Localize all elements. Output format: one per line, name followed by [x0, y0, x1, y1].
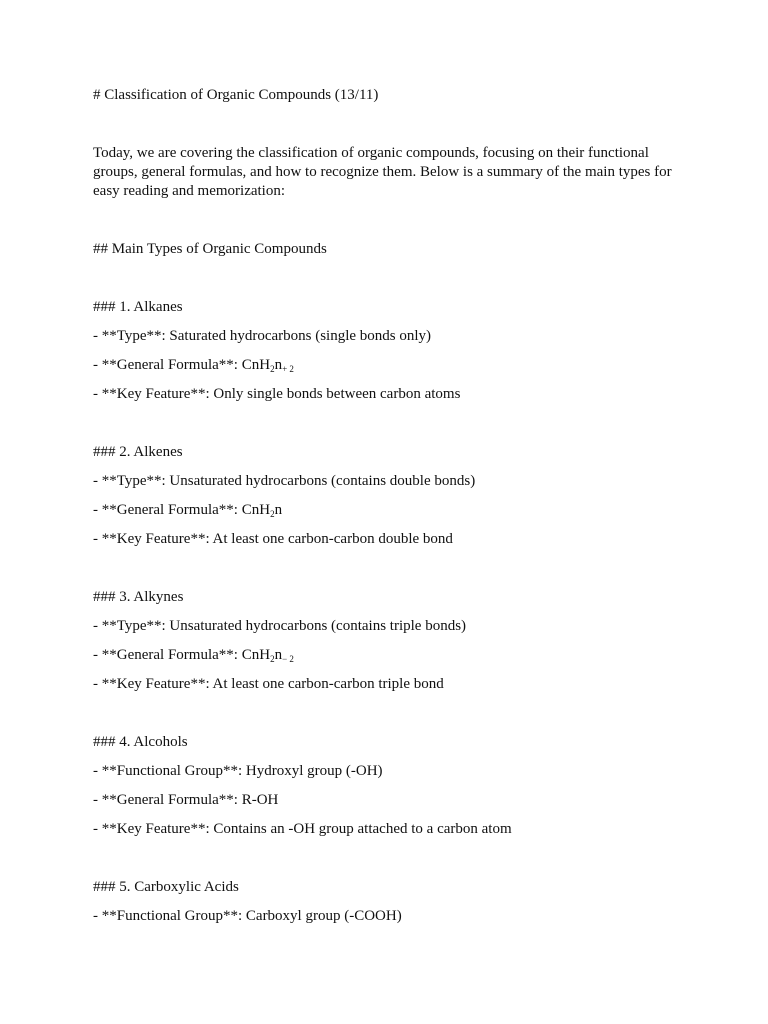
alcohols-formula: - **General Formula**: R-OH — [93, 792, 279, 808]
alkynes-formula-mid: n — [274, 647, 283, 663]
alcohols-feature: - **Key Feature**: Contains an -OH group attached to a carbon atom — [93, 821, 512, 837]
alkanes-type: - **Type**: Saturated hydrocarbons (single bonds only) — [93, 328, 432, 344]
alkynes-type: - **Type**: Unsaturated hydrocarbons (contains triple bonds) — [93, 618, 467, 634]
alkynes-formula-sub: 2 — [270, 654, 275, 664]
alkanes-formula-sub: 2 — [270, 364, 275, 374]
alkanes-formula-tail: + 2 — [282, 364, 294, 374]
alkanes-formula-mid: n — [274, 357, 283, 373]
alkynes-formula-prefix: - **General Formula**: CnH — [93, 647, 271, 663]
alkynes-formula — [93, 646, 683, 665]
alkynes-formula-tail: − 2 — [282, 654, 294, 664]
alkenes-formula — [93, 501, 683, 520]
carboxylic-acids-heading: ### 5. Carboxylic Acids — [93, 879, 239, 895]
alkanes-formula-prefix: - **General Formula**: CnH — [93, 357, 271, 373]
alkenes-feature: - **Key Feature**: At least one carbon-carbon double bond — [93, 531, 453, 547]
alkanes-formula — [93, 356, 683, 375]
alkenes-heading: ### 2. Alkenes — [93, 444, 183, 460]
section-heading: ## Main Types of Organic Compounds — [93, 241, 327, 257]
intro-paragraph: Today, we are covering the classification of organic compounds, focusing on their functional groups, general formulas, and how to recognize them. Below is a summary of the main types for easy reading and memorization: — [93, 145, 672, 199]
alkenes-formula-prefix: - **General Formula**: CnH — [93, 502, 271, 518]
alcohols-heading: ### 4. Alcohols — [93, 734, 188, 750]
document-page — [93, 86, 683, 926]
alkanes-heading: ### 1. Alkanes — [93, 299, 183, 315]
alkenes-formula-mid: n — [274, 502, 283, 518]
document-title: # Classification of Organic Compounds (13/11) — [93, 87, 379, 103]
alkenes-type: - **Type**: Unsaturated hydrocarbons (contains double bonds) — [93, 473, 476, 489]
alkynes-feature: - **Key Feature**: At least one carbon-carbon triple bond — [93, 676, 444, 692]
alkynes-heading: ### 3. Alkynes — [93, 589, 184, 605]
alcohols-group: - **Functional Group**: Hydroxyl group (-OH) — [93, 763, 383, 779]
alkenes-formula-sub: 2 — [270, 509, 275, 519]
alkanes-feature: - **Key Feature**: Only single bonds between carbon atoms — [93, 386, 461, 402]
carboxylic-acids-group: - **Functional Group**: Carboxyl group (-COOH) — [93, 908, 402, 924]
